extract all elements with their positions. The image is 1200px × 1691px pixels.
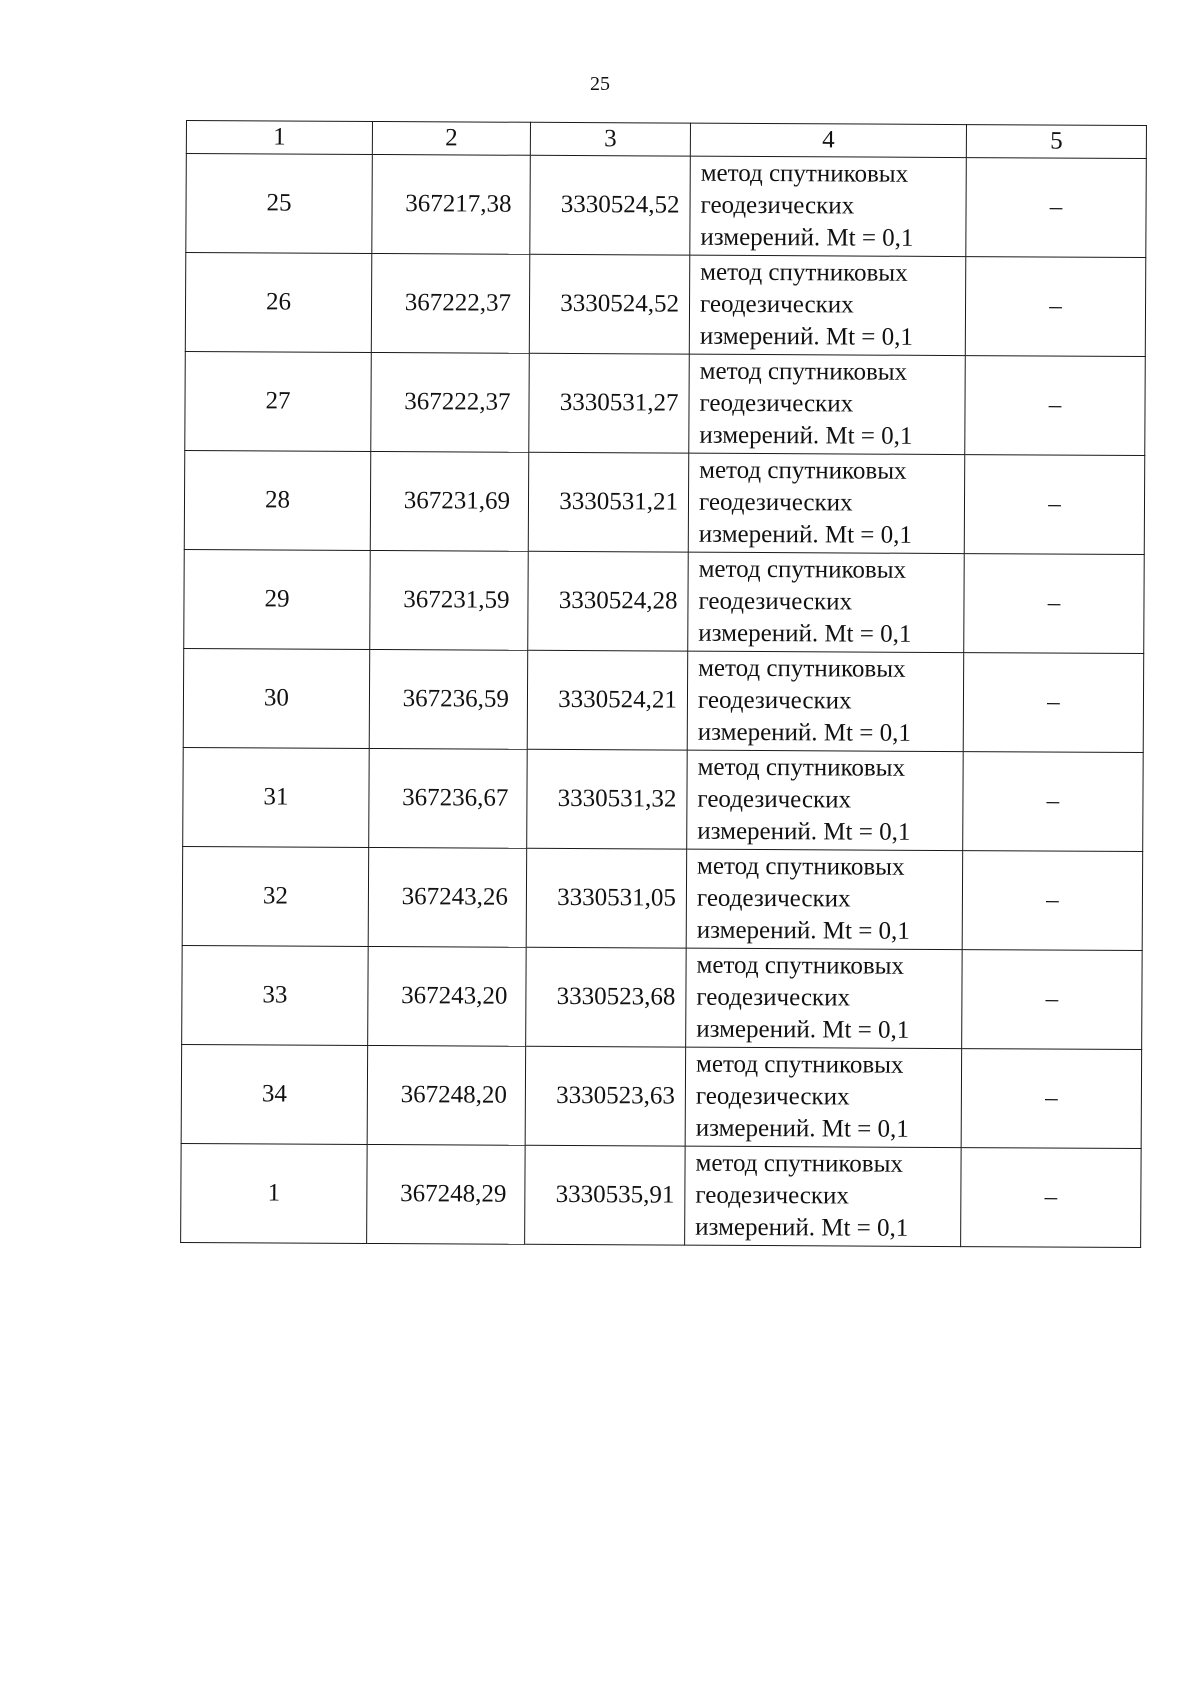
- header-row: [186, 121, 1146, 159]
- y-coordinate-cell: 3330524,21: [527, 650, 688, 750]
- y-coordinate-cell: 3330535,91: [525, 1145, 686, 1245]
- table-row: [184, 450, 1145, 554]
- method-text-line: метод спутниковых: [699, 357, 908, 386]
- note-cell: –: [962, 950, 1143, 1050]
- coordinates-table: [180, 120, 1147, 1248]
- point-number-cell: 1: [181, 1143, 368, 1243]
- y-coordinate-cell: 3330524,52: [529, 254, 690, 354]
- point-number-cell: 27: [185, 351, 372, 451]
- table-header: [186, 121, 1146, 159]
- note-cell: –: [963, 752, 1144, 852]
- y-coordinate-cell: 3330531,21: [528, 452, 689, 552]
- method-text-line: геодезических: [696, 983, 851, 1012]
- method-text-line: метод спутниковых: [698, 654, 906, 683]
- method-text-line: измерений. Mt = 0,1: [698, 619, 912, 648]
- method-text-line: измерений. Mt = 0,1: [700, 223, 914, 252]
- point-number-cell: 33: [182, 945, 369, 1045]
- method-cell: [687, 651, 964, 751]
- method-text-line: геодезических: [696, 884, 851, 913]
- page-number: 25: [590, 73, 610, 95]
- method-text-line: измерений. Mt = 0,1: [699, 421, 913, 450]
- method-text-line: геодезических: [695, 1082, 850, 1111]
- method-cell: [688, 453, 965, 553]
- header-col-4: 4: [690, 123, 966, 157]
- table-row: [184, 549, 1145, 653]
- table-row: [183, 747, 1144, 851]
- method-cell: [690, 156, 967, 256]
- note-cell: –: [965, 356, 1146, 456]
- method-text-line: метод спутниковых: [697, 852, 905, 881]
- method-text-line: геодезических: [699, 389, 854, 418]
- table-row: [182, 945, 1143, 1049]
- method-text-line: геодезических: [697, 785, 852, 814]
- point-number-cell: 31: [183, 747, 370, 847]
- header-col-3: 3: [530, 122, 690, 156]
- method-text-line: измерений. Mt = 0,1: [698, 520, 912, 549]
- y-coordinate-cell: 3330531,05: [526, 848, 687, 948]
- table-row: [181, 1143, 1142, 1247]
- header-col-1: 1: [186, 121, 372, 155]
- method-text-line: метод спутниковых: [695, 1149, 904, 1178]
- table-row: [185, 351, 1146, 455]
- note-cell: –: [963, 653, 1144, 753]
- table-row: [181, 1044, 1142, 1148]
- table-row: [183, 648, 1144, 752]
- method-text-line: измерений. Mt = 0,1: [695, 1114, 909, 1143]
- method-cell: [688, 552, 965, 652]
- method-text-line: измерений. Mt = 0,1: [699, 322, 914, 351]
- header-col-5: 5: [966, 125, 1146, 159]
- x-coordinate-cell: 367243,20: [368, 946, 527, 1046]
- method-cell: [685, 1146, 962, 1246]
- x-coordinate-cell: 367231,59: [370, 550, 529, 650]
- note-cell: –: [962, 851, 1143, 951]
- method-text-line: метод спутниковых: [700, 159, 909, 188]
- point-number-cell: 34: [181, 1044, 368, 1144]
- note-cell: –: [966, 158, 1147, 258]
- point-number-cell: 30: [183, 648, 370, 748]
- x-coordinate-cell: 367217,38: [372, 154, 531, 254]
- method-text-line: метод спутниковых: [695, 1050, 904, 1079]
- x-coordinate-cell: 367236,67: [369, 748, 528, 848]
- x-coordinate-cell: 367236,59: [369, 649, 528, 749]
- method-cell: [686, 948, 963, 1048]
- method-text-line: геодезических: [698, 488, 853, 517]
- method-cell: [689, 354, 966, 454]
- method-cell: [685, 1047, 962, 1147]
- y-coordinate-cell: 3330524,52: [530, 155, 691, 255]
- method-text-line: геодезических: [697, 686, 852, 715]
- x-coordinate-cell: 367248,20: [367, 1045, 526, 1145]
- method-text-line: геодезических: [698, 587, 853, 616]
- x-coordinate-cell: 367222,37: [371, 352, 530, 452]
- method-text-line: геодезических: [699, 290, 854, 319]
- table-row: [185, 253, 1146, 357]
- method-text-line: измерений. Mt = 0,1: [697, 817, 911, 846]
- method-text-line: геодезических: [695, 1181, 850, 1210]
- method-text-line: измерений. Mt = 0,1: [696, 916, 910, 945]
- method-text-line: метод спутниковых: [700, 258, 908, 287]
- method-cell: [689, 255, 966, 355]
- x-coordinate-cell: 367231,69: [370, 451, 529, 551]
- header-col-2: 2: [372, 121, 530, 155]
- point-number-cell: 29: [184, 549, 371, 649]
- y-coordinate-cell: 3330523,68: [526, 947, 687, 1047]
- method-text-line: метод спутниковых: [696, 951, 905, 980]
- note-cell: –: [964, 455, 1145, 555]
- y-coordinate-cell: 3330531,27: [529, 353, 690, 453]
- method-text-line: измерений. Mt = 0,1: [696, 1015, 910, 1044]
- method-text-line: измерений. Mt = 0,1: [697, 718, 911, 747]
- point-number-cell: 32: [182, 846, 369, 946]
- point-number-cell: 25: [186, 154, 373, 254]
- x-coordinate-cell: 367243,26: [368, 847, 527, 947]
- point-number-cell: 26: [185, 253, 372, 353]
- method-text-line: геодезических: [700, 191, 855, 220]
- method-text-line: измерений. Mt = 0,1: [695, 1213, 909, 1242]
- method-text-line: метод спутниковых: [697, 753, 906, 782]
- note-cell: –: [965, 257, 1146, 357]
- point-number-cell: 28: [184, 450, 371, 550]
- table-row: [182, 846, 1143, 950]
- y-coordinate-cell: 3330523,63: [525, 1046, 686, 1146]
- table-row: [186, 154, 1147, 258]
- method-cell: [686, 849, 963, 949]
- y-coordinate-cell: 3330531,32: [527, 749, 688, 849]
- method-text-line: метод спутниковых: [699, 456, 907, 485]
- table-body: [181, 154, 1147, 1248]
- note-cell: –: [961, 1148, 1142, 1248]
- y-coordinate-cell: 3330524,28: [528, 551, 689, 651]
- note-cell: –: [964, 554, 1145, 654]
- note-cell: –: [961, 1049, 1142, 1149]
- method-text-line: метод спутниковых: [698, 555, 907, 584]
- x-coordinate-cell: 367222,37: [371, 253, 530, 353]
- method-cell: [687, 750, 964, 850]
- x-coordinate-cell: 367248,29: [367, 1144, 526, 1244]
